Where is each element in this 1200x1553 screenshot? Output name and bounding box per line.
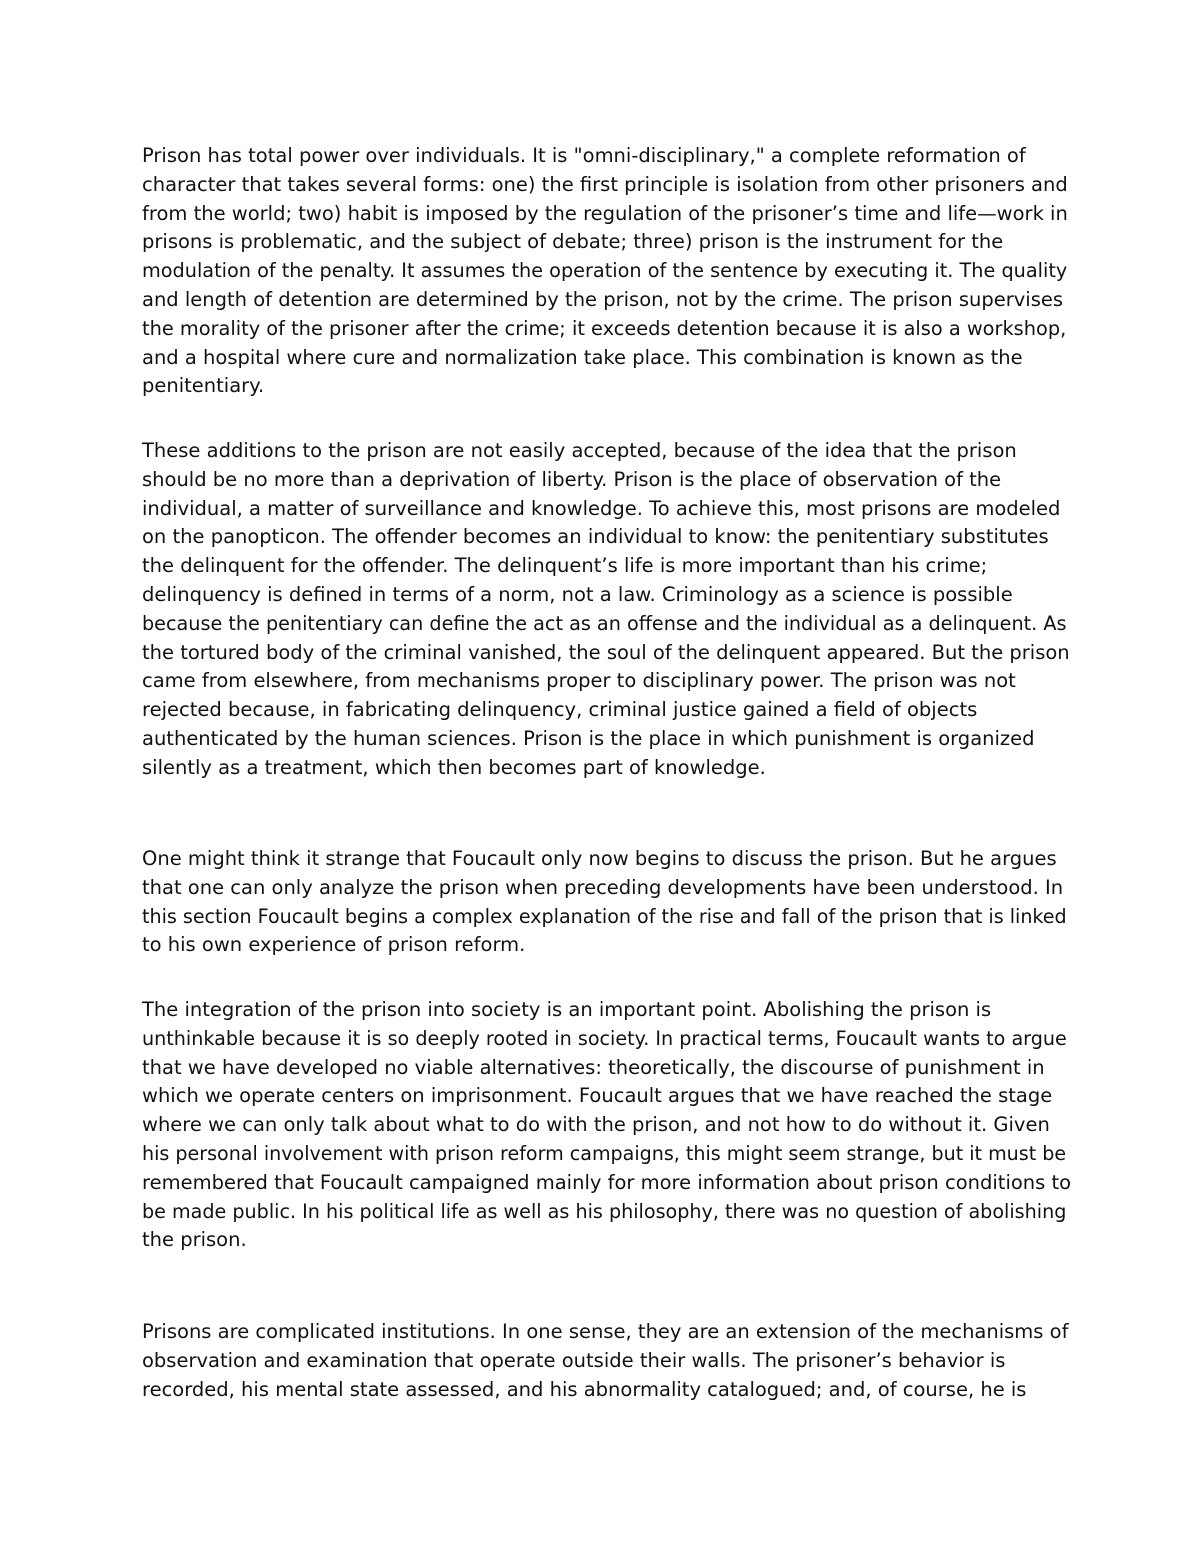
text-line: the morality of the prisoner after the crime; it exceeds detention because it is also a workshop, bbox=[142, 316, 1067, 340]
text-line: the prison. bbox=[142, 1228, 247, 1252]
text-line: Prisons are complicated institutions. In one sense, they are an extension of the mechanisms of bbox=[142, 1320, 1069, 1343]
text-line: because the penitentiary can define the act as an offense and the individual as a delinquent. As bbox=[142, 611, 1067, 635]
paragraph-5 bbox=[142, 1318, 1072, 1404]
text-line: that we have developed no viable alternatives: theoretically, the discourse of punishment in bbox=[142, 1055, 1045, 1079]
text-line: which we operate centers on imprisonment. Foucault argues that we have reached the stage bbox=[142, 1084, 1053, 1108]
text-line: These additions to the prison are not easily accepted, because of the idea that the prison bbox=[142, 439, 1017, 462]
text-line: The integration of the prison into society is an important point. Abolishing the prison is bbox=[142, 998, 992, 1021]
text-line: unthinkable because it is so deeply rooted in society. In practical terms, Foucault wants to argue bbox=[142, 1026, 1067, 1050]
text-line: the tortured body of the criminal vanished, the soul of the delinquent appeared. But the prison bbox=[142, 640, 1070, 664]
text-line: on the panopticon. The offender becomes an individual to know: the penitentiary substitutes bbox=[142, 525, 1049, 549]
text-line: authenticated by the human sciences. Prison is the place in which punishment is organized bbox=[142, 726, 1035, 750]
paragraph-2 bbox=[142, 437, 1072, 783]
text-line: this section Foucault begins a complex explanation of the rise and fall of the prison that is linked bbox=[142, 904, 1067, 928]
text-line: individual, a matter of surveillance and knowledge. To achieve this, most prisons are modeled bbox=[142, 496, 1061, 520]
text-line: modulation of the penalty. It assumes the operation of the sentence by executing it. The quality bbox=[142, 259, 1068, 283]
text-line: penitentiary. bbox=[142, 374, 265, 398]
text-line: rejected because, in fabricating delinquency, criminal justice gained a field of objects bbox=[142, 698, 978, 722]
text-line: recorded, his mental state assessed, and his abnormality catalogued; and, of course, he is bbox=[142, 1377, 1027, 1401]
text-line: and a hospital where cure and normalization take place. This combination is known as the bbox=[142, 345, 1023, 369]
paragraph-1 bbox=[142, 142, 1072, 401]
text-line: where we can only talk about what to do with the prison, and not how to do without it. Given bbox=[142, 1113, 1050, 1137]
text-line: the delinquent for the offender. The delinquent’s life is more important than his crime; bbox=[142, 554, 988, 578]
text-line: and length of detention are determined by the prison, not by the crime. The prison supervises bbox=[142, 287, 1064, 311]
text-line: prisons is problematic, and the subject of debate; three) prison is the instrument for the bbox=[142, 230, 1004, 254]
text-line: from the world; two) habit is imposed by the regulation of the prisoner’s time and life—work in bbox=[142, 201, 1068, 225]
paragraph-3 bbox=[142, 845, 1072, 960]
text-line: observation and examination that operate outside their walls. The prisoner’s behavior is bbox=[142, 1348, 1006, 1372]
text-line: came from elsewhere, from mechanisms proper to disciplinary power. The prison was not bbox=[142, 669, 1016, 693]
text-line: should be no more than a deprivation of liberty. Prison is the place of observation of the bbox=[142, 467, 1002, 491]
text-line: One might think it strange that Foucault only now begins to discuss the prison. But he argues bbox=[142, 847, 1057, 870]
text-line: Prison has total power over individuals. It is "omni-disciplinary," a complete reformation of bbox=[142, 144, 1026, 167]
text-line: delinquency is defined in terms of a norm, not a law. Criminology as a science is possible bbox=[142, 582, 1013, 606]
text-line: silently as a treatment, which then becomes part of knowledge. bbox=[142, 755, 766, 779]
text-line: remembered that Foucault campaigned mainly for more information about prison conditions to bbox=[142, 1170, 1072, 1194]
paragraph-4 bbox=[142, 996, 1072, 1255]
text-line: his personal involvement with prison reform campaigns, this might seem strange, but it must be bbox=[142, 1141, 1067, 1165]
text-line: to his own experience of prison reform. bbox=[142, 933, 526, 957]
text-line: that one can only analyze the prison when preceding developments have been understood. In bbox=[142, 875, 1064, 899]
text-line: be made public. In his political life as well as his philosophy, there was no question of abolishing bbox=[142, 1199, 1067, 1223]
text-line: character that takes several forms: one) the first principle is isolation from other prisoners and bbox=[142, 172, 1068, 196]
